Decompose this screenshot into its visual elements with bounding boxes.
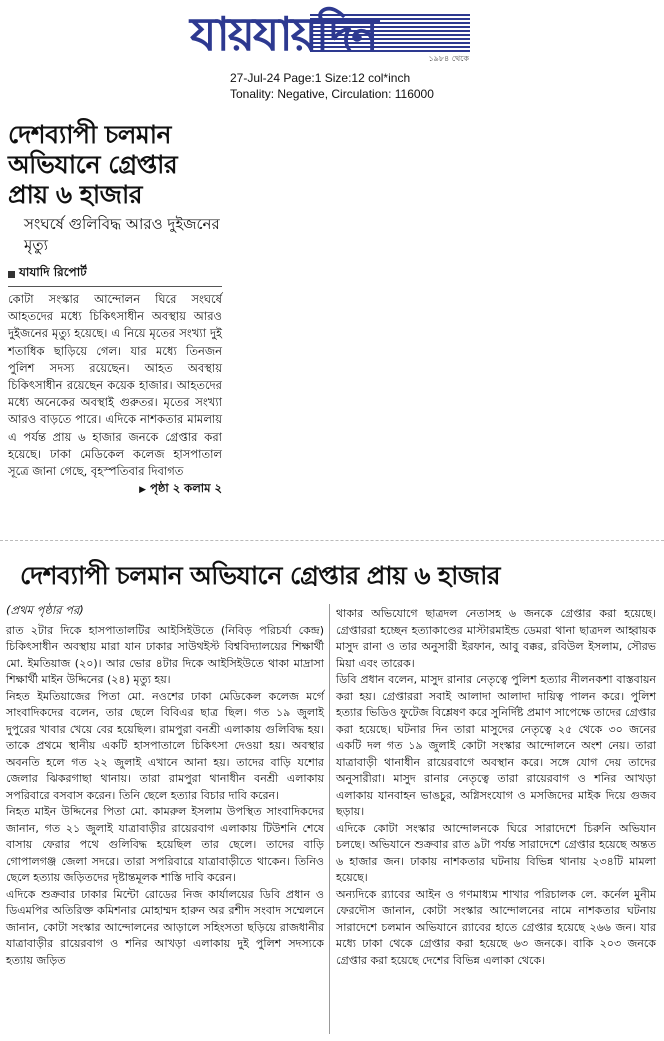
front-subheadline: সংঘর্ষে গুলিবিদ্ধ আরও দুইজনের মৃত্যু [24, 215, 220, 254]
byline-text: যাযাদি রিপোর্ট [19, 265, 87, 279]
paragraph: অন্যদিকে র‍্যাবের আইন ও গণমাধ্যম শাখার পরিচালক লে. কর্নেল মুনীম ফেরদৌস জানান, কোটা সংস্কার আন্দোলনের নামে নাশকতার ঘটনায় সারাদেশে চলমান অভিযানে র‍্যাবের হাতে গ্রেপ্তার হয়েছে ২৬৬ জন। যার মধ্যে ঢাকা থেকে গ্রেপ্তার করা হয়েছে ৬৩ জনকে। বাকি ২০৩ জনকে গ্রেপ্তার করা হয়েছে দেশের বিভিন্ন এলাকা থেকে। [336, 887, 656, 967]
front-page-article [8, 120, 222, 499]
continued-from: (প্রথম পৃষ্ঠার পর) [6, 603, 84, 617]
paragraph: রাত ২টার দিকে হাসপাতালটির আইসিইউতে (নিবিড় পরিচর্যা কেন্দ্র) চিকিৎসাধীন অবস্থায় মারা যান ঢাকার সাউথইস্ট বিশ্ববিদ্যালয়ের শিক্ষার্থী মো. ইমতিয়াজ (২০)। আর ভোর ৪টার দিকে আইসিইউতে থাকা মাদ্রাসা শিক্ষার্থী মাইন উদ্দিনের (২৪) মৃত্যু হয়। [6, 623, 324, 686]
front-body-text: কোটা সংস্কার আন্দোলন ঘিরে সংঘর্ষে আহতদের মধ্যে চিকিৎসাধীন অবস্থায় আরও দুইজনের মৃত্যু হয়েছে। এ নিয়ে মৃতের সংখ্যা দুই শতাধিক ছাড়িয়ে গেল। যার মধ্যে তিনজন পুলিশ সদস্য রয়েছেন। আহত অবস্থায় চিকিৎসাধীন রয়েছেন কয়েক হাজার। আহতদের মধ্যে অনেকের অবস্থাই গুরুতর। মৃতের সংখ্যা আরও বাড়তে পারে। এদিকে নাশকতার মামলায় এ পর্যন্ত প্রায় ৬ হাজার জনকে গ্রেপ্তার করা হয়েছে। ঢাকা মেডিকেল কলেজ হাসপাতাল সূত্রে জানা গেছে, বৃহস্পতিবার দিবাগত [8, 292, 222, 479]
paragraph: ডিবি প্রধান বলেন, মাসুদ রানার নেতৃত্বে পুলিশ হত্যার নীলনকশা বাস্তবায়ন করা হয়। গ্রেপ্তাররা সবাই আলাদা আলাদা দায়িত্ব পালন করে। পুলিশ হত্যার ভিডিও ফুটেজ বিশ্লেষণ করে সুনির্দিষ্ট প্রমাণ সাপেক্ষে তাদের গ্রেপ্তার করা হয়েছে। ঘটনার দিন তারা মাসুদের নেতৃত্বে ২৫ থেকে ৩০ জনের একটি দল গত ১৯ জুলাই কোটা সংস্কার আন্দোলনে অংশ নেয়। তারা যাত্রাবাড়ী থানাধীন রায়েরবাগে অবস্থান করে। সঙ্গে যোগ দেয় তাদের অনুসারীরা। মাসুদ রানার নেতৃত্বে তারা রায়েরবাগ ও শনির আখড়া এলাকায় যানবাহন ভাঙচুর, অগ্নিসংযোগ ও মসজিদের মাইক দিয়ে গুজব ছড়ায়। [336, 673, 656, 818]
front-body [8, 291, 222, 499]
paragraph: এদিকে কোটা সংস্কার আন্দোলনকে ঘিরে সারাদেশে চিরুনি অভিযান চলছে। অভিযানে শুক্রবার রাত ৯টা পর্যন্ত সারাদেশে গ্রেপ্তার হয়েছে অন্তত ৬ হাজার জন। ঢাকায় নাশকতার ঘটনায় বিভিন্ন থানায় ২৩৪টি মামলা হয়েছে। [336, 821, 656, 884]
jump-headline: দেশব্যাপী চলমান অভিযানে গ্রেপ্তার প্রায় ৬ হাজার [20, 561, 500, 590]
triangle-right-icon: ▶ [139, 485, 147, 496]
newspaper-masthead [190, 6, 475, 68]
paragraph: নিহত মাইন উদ্দিনের পিতা মো. কামরুল ইসলাম উপস্থিত সাংবাদিকদের জানান, গত ২১ জুলাই যাত্রাবাড়ীর রায়েরবাগ এলাকায় টিউশনি শেষে বাসায় ফেরার পথে গুলিবিদ্ধ হয়েছিল তার ছেলে। তাদের বাড়ি গোপালগঞ্জ জেলা সদরে। তারা সপরিবারে যাত্রাবাড়ীতে থাকেন। তিনিও ছেলে হত্যায় জড়িতদের দৃষ্টান্তমূলক শাস্তি দাবি করেন। [6, 805, 324, 884]
continuation-note [8, 480, 222, 499]
clip-metadata [230, 70, 434, 102]
square-bullet-icon [8, 271, 15, 278]
paragraph: থাকার অভিযোগে ছাত্রদল নেতাসহ ৬ জনকে গ্রেপ্তার করা হয়েছে। গ্রেপ্তাররা হচ্ছেন হত্যাকাণ্ডের মাস্টারমাইন্ড ডেমরা থানা ছাত্রদল আহ্বায়ক মাসুদ রানা ও তার অনুসারী ইরফান, আবু বক্কর, রবিউল ইসলাম, সৌরভ মিয়া এবং তারেক। [336, 607, 656, 670]
column-rule [329, 604, 330, 1034]
front-headline: দেশব্যাপী চলমান অভিযানে গ্রেপ্তার প্রায় ৬ হাজার [8, 120, 178, 209]
jump-column-left [6, 602, 324, 969]
clip-tonality: Tonality: Negative, Circulation: 116000 [230, 87, 434, 101]
paragraph: এদিকে শুক্রবার ঢাকার মিন্টো রোডের নিজ কার্যালয়ের ডিবি প্রধান ও ডিএমপির অতিরিক্ত কমিশনার মোহাম্মদ হারুন অর রশীদ সংবাদ সম্মেলনে জানান, কোটা সংস্কার আন্দোলনের আড়ালে সহিংসতা ছড়িয়ে রাজধানীর যাত্রাবাড়ীর রায়েরবাগ ও শনির আখড়া এলাকায় দুই পুলিশ সদস্যকে হত্যায় জড়িত [6, 887, 324, 967]
byline [8, 264, 222, 287]
jump-column-right [336, 606, 656, 969]
newspaper-logo: যায়যায়দিন [190, 7, 377, 61]
section-divider [0, 540, 664, 541]
clip-date-size: 27-Jul-24 Page:1 Size:12 col*inch [230, 71, 411, 85]
paragraph: নিহত ইমতিয়াজের পিতা মো. নওশের ঢাকা মেডিকেল কলেজ মর্গে সাংবাদিকদের বলেন, তার ছেলে বিবিএর ছাত্র ছিল। গত ১৯ জুলাই দুপুরের খাবার খেয়ে বের হয়েছিল। রামপুরা বনশ্রী এলাকায় গুলিবিদ্ধ হয়। তাকে প্রথমে স্থানীয় একটি হাসপাতালে চিকিৎসা দেওয়া হয়। অবস্থার অবনতি হলে গত ২২ জুলাই এখানে আনা হয়। তাদের বাড়ি যশোর জেলার ঝিকরগাছা থানায়। তারা রামপুরা থানাধীন বনশ্রী এলাকায় সপরিবারে বসবাস করেন। তিনি ছেলে হত্যার বিচার দাবি করেন। [6, 689, 324, 802]
continuation-text: পৃষ্ঠা ২ কলাম ২ [150, 481, 222, 496]
established-tag: ১৯৮৪ থেকে [428, 54, 469, 63]
